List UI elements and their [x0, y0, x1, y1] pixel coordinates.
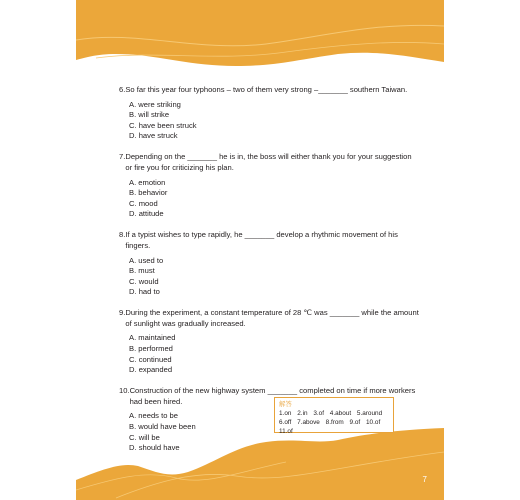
option: A. needs to be: [129, 411, 178, 421]
question: [119, 152, 419, 220]
answer-item: 5.around: [356, 410, 383, 417]
answer-item: 2.in: [297, 410, 308, 417]
option: A. were striking: [129, 99, 181, 109]
option: A. maintained: [129, 333, 176, 343]
question-number: 9.: [119, 308, 126, 318]
option: B. must: [129, 266, 155, 276]
answer-item: 4.about: [329, 410, 352, 417]
answer-key-title: 解答: [279, 401, 292, 408]
option: D. expanded: [129, 365, 173, 375]
answer-item: 8.from: [325, 419, 344, 426]
answer-item: 9.of: [349, 419, 361, 426]
question-number: 8.: [119, 230, 126, 240]
question-stem: During the experiment, a constant temperature of 28 ℃ was _______ while the amount of sunlight was gradually increased.: [125, 308, 419, 328]
page-number: 7: [422, 475, 427, 484]
option: A. used to: [129, 255, 164, 265]
option: B. would have been: [129, 422, 196, 431]
page: [76, 0, 444, 500]
option: C. will be: [129, 432, 160, 442]
option: D. should have: [129, 443, 180, 453]
answer-item: 10.of: [366, 419, 381, 426]
option: A. emotion: [129, 177, 166, 187]
question-stem: If a typist wishes to type rapidly, he _______ develop a rhythmic movement of his fingers.: [125, 230, 398, 250]
question-stem: Construction of the new highway system _______ completed on time if more workers had been hired.: [129, 386, 416, 406]
answer-item: 7.above: [297, 419, 320, 426]
option: D. attitude: [129, 209, 164, 219]
question: [119, 308, 419, 376]
question: [119, 85, 419, 142]
option: D. have struck: [129, 131, 178, 141]
question-number: 6.: [119, 85, 126, 94]
option: B. performed: [129, 344, 173, 354]
answer-key-box: [274, 397, 394, 433]
top-wave-shape: [76, 0, 444, 66]
option: B. will strike: [129, 110, 170, 120]
option: C. mood: [129, 198, 158, 208]
question-number: 7.: [119, 152, 126, 162]
answer-item: 6.off: [279, 419, 292, 426]
question-number: 10.: [119, 386, 130, 396]
option: C. have been struck: [129, 120, 197, 130]
option: C. would: [129, 276, 159, 286]
option: C. continued: [129, 354, 172, 364]
answer-item: 3.of: [313, 410, 324, 417]
answer-row: [279, 418, 389, 436]
option: D. had to: [129, 287, 160, 297]
option: B. behavior: [129, 188, 168, 198]
question-stem: So far this year four typhoons – two of them very strong –_______ southern Taiwan.: [125, 85, 408, 94]
answer-item: 1.on: [279, 410, 292, 417]
answer-row: [279, 409, 389, 418]
question-stem: Depending on the _______ he is in, the boss will either thank you for your suggestion or fire you for criticizing his plan.: [125, 152, 412, 172]
answer-item: 11.of: [279, 428, 293, 435]
question: [119, 230, 419, 298]
